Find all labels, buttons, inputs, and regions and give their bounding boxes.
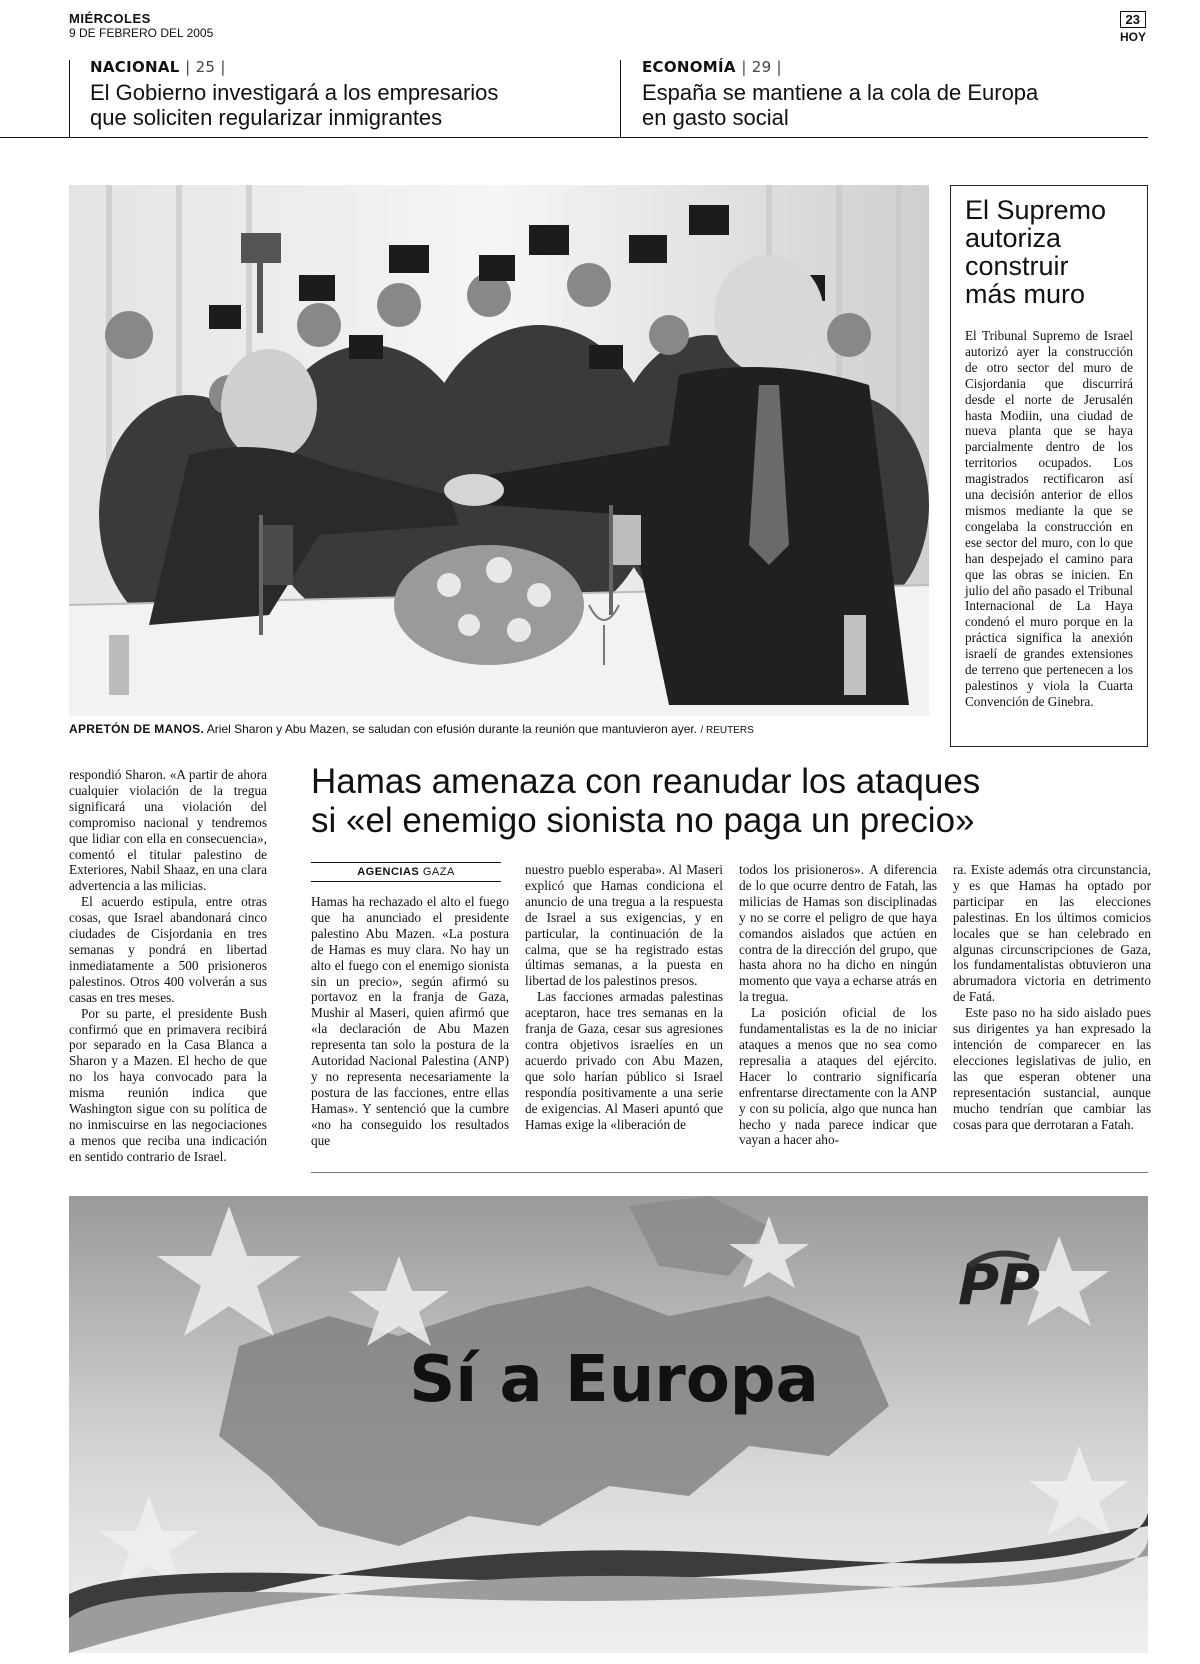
- page-number-value: 23: [1120, 11, 1146, 28]
- caption-lead: APRETÓN DE MANOS.: [69, 722, 205, 736]
- teaser-section-name: ECONOMÍA: [642, 58, 736, 76]
- advertisement-graphic: [69, 1196, 1148, 1653]
- handshake-photo-illustration: [69, 185, 929, 716]
- paragraph: ra. Existe además otra circunstancia, y es que Hamas ha optado por participar en las elecciones palestinas. En los últimos comicios locales que se han celebrado en algunas circunscripciones de Gaza, los fundamentalistas obtuvieron una abrumadora victoria en detrimento de Fatá.: [953, 862, 1151, 1005]
- header-day: MIÉRCOLES: [69, 11, 151, 26]
- article-column-4: [739, 862, 937, 1148]
- teaser-nacional[interactable]: [90, 58, 590, 130]
- article-byline: [311, 862, 501, 882]
- paragraph: La posición oficial de los fundamentalistas es la de no iniciar ataques a menos que no sea como represalia a ataques del ejército. Hacer lo contrario significaría enfrentarse directamente con la ANP y con su policía, algo que nunca han hecho y nada parece indicar que vayan a hacer aho-: [739, 1005, 937, 1148]
- sidebar-box: [950, 185, 1148, 747]
- teaser-bottom-rule: [0, 137, 1148, 138]
- teaser-title: [90, 80, 590, 130]
- sidebar-title-line: más muro: [965, 279, 1086, 309]
- pp-logo: PP: [957, 1253, 1041, 1318]
- paragraph: Hamas ha rechazado el alto el fuego que ha anunciado el presidente palestino Abu Mazen. «La postura de Hamas es muy clara. No hay un alto el fuego con el enemigo sionista sin un precio», según afirmó su portavoz en la franja de Gaza, Mushir al Maseri, quien afirmó que «la declaración de Abu Mazen representa tan solo la postura de la Autoridad Nacional Palestina (ANP) y no representa necesariamente la postura de las facciones, entre ellas Hamas». Y sentenció que la cumbre «no ha conseguido los resultados que: [311, 894, 509, 1148]
- teaser-title-line: en gasto social: [642, 105, 789, 130]
- ad-slogan: Sí a Europa: [409, 1343, 819, 1417]
- teaser-section: ECONOMÍA | 29 |: [642, 58, 782, 76]
- article-bottom-rule: [311, 1172, 1148, 1173]
- paragraph: nuestro pueblo esperaba». Al Maseri explicó que Hamas condiciona el anuncio de una tregua a la respuesta de Israel a sus exigencias, y en particular, la continuación de la calma, que se ha registrado estas últimas semanas, a la puesta en libertad de los palestinos presos.: [525, 862, 723, 989]
- publication-name: HOY: [1119, 30, 1146, 44]
- sidebar-title-line: autoriza: [965, 223, 1062, 253]
- byline-agency: AGENCIAS: [357, 866, 420, 878]
- sidebar-title: [965, 196, 1133, 308]
- teaser-title: [642, 80, 1142, 130]
- teaser-left-rule: [69, 60, 70, 137]
- teaser-section: NACIONAL | 25 |: [90, 58, 226, 76]
- handshake-photo: [69, 185, 929, 716]
- headline-line: Hamas amenaza con reanudar los ataques: [311, 762, 981, 801]
- teaser-title-line: España se mantiene a la cola de Europa: [642, 80, 1039, 105]
- header-date: 9 DE FEBRERO DEL 2005: [69, 26, 214, 40]
- photo-caption: [69, 722, 929, 736]
- teaser-title-line: que soliciten regularizar inmigrantes: [90, 105, 443, 130]
- paragraph: respondió Sharon. «A partir de ahora cualquier violación de la tregua significará una violación del compromiso nacional y tendremos que lidiar con ella en consecuencia», comentó el titular palestino de Exteriores, Nabil Shaaz, en una clara advertencia a las milicias.: [69, 767, 267, 894]
- byline-place: GAZA: [422, 866, 455, 878]
- headline-line: si «el enemigo sionista no paga un precio»: [311, 801, 975, 840]
- page-number: [1120, 11, 1146, 28]
- article-column-5: [953, 862, 1151, 1132]
- teaser-section-page: 29: [751, 58, 772, 76]
- article-column-1: [69, 767, 267, 1165]
- sidebar-title-line: construir: [965, 251, 1069, 281]
- sidebar-body: El Tribunal Supremo de Israel autorizó ayer la construcción de otro sector del muro de Cisjordania que discurrirá desde el norte de Jerusalén hasta Modiin, una ciudad de nueva planta que se haya parcialmente dentro de los territorios ocupados. Los magistrados rectificaron así una decisión anterior de ellos mismos mediante la que se congelaba la construcción en ese sector del muro, con lo que han despejado el camino para que las obras se inicien. En julio del año pasado el Tribunal Internacional de La Haya condenó el muro porque en la práctica significa la anexión israelí de grandes extensiones de terreno que pertenecen a los palestinos y viola la Cuarta Convención de Ginebra.: [965, 328, 1133, 709]
- photo-credit: / REUTERS: [700, 725, 754, 736]
- caption-text: Ariel Sharon y Abu Mazen, se saludan con efusión durante la reunión que mantuvieron ayer.: [206, 722, 698, 736]
- sidebar-title-line: El Supremo: [965, 195, 1107, 225]
- teaser-economia[interactable]: [642, 58, 1142, 130]
- teaser-divider: [620, 60, 621, 137]
- article-headline: [311, 762, 1141, 840]
- paragraph: todos los prisioneros». A diferencia de lo que ocurre dentro de Fatah, las milicias de Hamas son disciplinadas y no se corre el peligro de que haya comandos aislados que actúen en contra de la dirección del grupo, que hasta ahora no ha dicho en ningún momento que vaya a echarse atrás en la tregua.: [739, 862, 937, 1005]
- teaser-section-page: 25: [195, 58, 216, 76]
- paragraph: Este paso no ha sido aislado pues sus dirigentes ya han expresado la intención de comparecer en las elecciones legislativas de julio, en las que esperan obtener una representación sustancial, aunque mucho tendrían que cambiar las cosas para que derrotaran a Fatah.: [953, 1005, 1151, 1132]
- teaser-title-line: El Gobierno investigará a los empresarios: [90, 80, 499, 105]
- article-column-3: [525, 862, 723, 1132]
- teaser-section-name: NACIONAL: [90, 58, 180, 76]
- paragraph: Las facciones armadas palestinas aceptaron, hace tres semanas en la franja de Gaza, cesar sus agresiones contra objetivos israelíes en un acuerdo privado con Abu Mazen, que solo harían público si Israel respondía positivamente a una serie de exigencias. Al Maseri apuntó que Hamas exige la «liberación de: [525, 989, 723, 1132]
- paragraph: Por su parte, el presidente Bush confirmó que en primavera recibirá por separado en la Casa Blanca a Sharon y a Mazen. El hecho de que no los haya convocado para la misma reunión indica que Washington sigue con su política de no inmiscuirse en las negociaciones a menos que reciba una indicación en sentido contrario de Israel.: [69, 1005, 267, 1164]
- paragraph: El acuerdo estipula, entre otras cosas, que Israel abandonará cinco ciudades de Cisjordania en tres semanas y pondrá en libertad inmediatamente a 500 prisioneros palestinos. Otros 400 volverán a sus casas en tres meses.: [69, 894, 267, 1005]
- article-column-2: [311, 894, 509, 1149]
- advertisement[interactable]: [69, 1196, 1148, 1653]
